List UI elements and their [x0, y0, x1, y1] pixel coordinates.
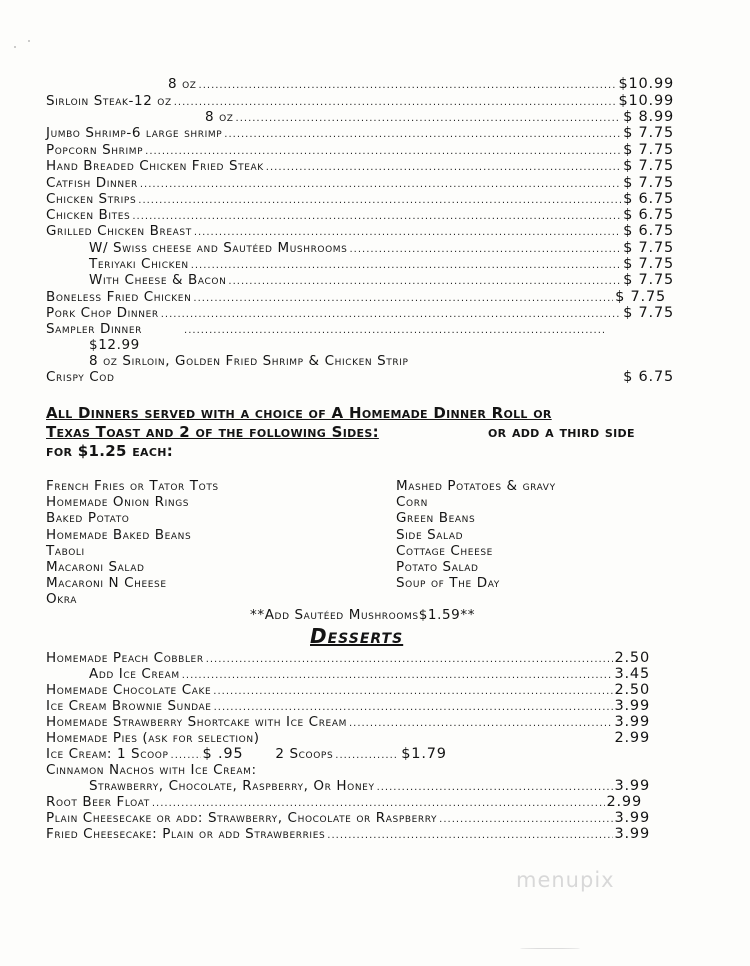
item-price: $ 8.99: [623, 109, 674, 125]
dinner-note-line3: for $1.25 each:: [46, 442, 174, 460]
desserts-heading: Desserts: [310, 624, 404, 648]
item-name-2: 2 Scoops: [275, 746, 334, 762]
leader-dots: [132, 211, 621, 222]
leader-dots: [199, 80, 617, 91]
item-name: 8 oz: [205, 109, 234, 125]
side-item: Okra: [46, 591, 77, 608]
leader-dots: [161, 309, 621, 320]
leader-dots: [193, 293, 613, 304]
sampler-item: [46, 321, 606, 337]
menu-item: [46, 369, 674, 385]
side-item: Macaroni Salad: [46, 559, 145, 576]
item-price: 2.99: [606, 794, 642, 810]
sides-right-column: [396, 478, 556, 591]
menu-item: [205, 109, 674, 125]
dinner-note-line2: Texas Toast and 2 of the following Sides:: [46, 423, 379, 441]
leader-dots: [145, 146, 621, 157]
item-name: Homemade Peach Cobbler: [46, 650, 204, 666]
item-price: 2.99: [614, 730, 650, 746]
dessert-item: [46, 650, 650, 666]
dessert-item: [89, 666, 650, 682]
item-name: Root Beer Float: [46, 794, 150, 810]
item-name: Hand Breaded Chicken Fried Steak: [46, 158, 264, 174]
side-item: Homemade Baked Beans: [46, 526, 192, 543]
item-name: Chicken Strips: [46, 191, 137, 207]
side-item: Potato Salad: [396, 559, 479, 576]
leader-dots: [138, 195, 621, 206]
item-name: Homemade Strawberry Shortcake with Ice Cream: [46, 714, 347, 730]
side-item: Cottage Cheese: [396, 542, 493, 559]
leader-dots: [228, 276, 621, 287]
leader-dots: [377, 782, 613, 793]
item-name: Pork Chop Dinner: [46, 305, 159, 321]
leader-dots: [349, 244, 621, 255]
scan-speck: [28, 40, 30, 42]
dessert-item: [46, 826, 650, 842]
dessert-item: [46, 682, 650, 698]
item-name: Grilled Chicken Breast: [46, 223, 192, 239]
mushroom-addon: **Add Sautéed Mushrooms$1.59**: [250, 607, 476, 623]
item-price: $ 7.75: [615, 289, 666, 305]
menu-item: [46, 158, 674, 174]
item-price: 3.99: [614, 714, 650, 730]
leader-dots: [182, 670, 613, 681]
scan-speck: [520, 948, 580, 949]
leader-dots: [236, 113, 622, 124]
item-price: $ 6.75: [623, 369, 674, 385]
item-name: Ice Cream Brownie Sundae: [46, 698, 212, 714]
item-price: 3.99: [614, 698, 650, 714]
item-price: 3.99: [614, 826, 650, 842]
leader-dots: [206, 654, 613, 665]
menu-item: [46, 305, 674, 321]
menu-item: [89, 272, 674, 288]
item-price-2: $1.79: [401, 746, 447, 762]
leader-dots: [171, 750, 201, 761]
item-name: Teriyaki Chicken: [89, 256, 189, 272]
item-name: Strawberry, Chocolate, Raspberry, Or Honey: [89, 778, 375, 794]
item-price: 2.50: [614, 650, 650, 666]
item-name: Sirloin Steak-12 oz: [46, 93, 172, 109]
item-price: 2.50: [614, 682, 650, 698]
menu-item: [46, 223, 674, 239]
leader-dots: [140, 179, 621, 190]
dessert-item: [46, 730, 650, 746]
item-price: $ 6.75: [623, 191, 674, 207]
menu-item: [46, 175, 674, 191]
watermark-logo: menupix: [516, 868, 615, 892]
leader-dots: [439, 814, 612, 825]
dessert-item: [46, 698, 650, 714]
item-name: Plain Cheesecake or add: Strawberry, Chocolate or Raspberry: [46, 810, 438, 826]
leader-dots: [266, 162, 621, 173]
side-item: Side Salad: [396, 526, 464, 543]
leader-dots: [349, 718, 613, 729]
item-price: $ 7.75: [623, 175, 674, 191]
ice-cream-item: [46, 746, 486, 762]
item-name: 8 oz: [168, 76, 197, 92]
side-item: Mashed Potatoes & gravy: [396, 478, 556, 494]
menu-item: [89, 256, 674, 272]
item-name: Boneless Fried Chicken: [46, 289, 192, 305]
item-price: $ .95: [202, 746, 244, 762]
menu-item: [46, 93, 674, 109]
item-price: 3.99: [614, 778, 650, 794]
menu-item: [89, 240, 674, 256]
item-price: $ 7.75: [623, 125, 674, 141]
item-name: Jumbo Shrimp-6 large shrimp: [46, 125, 223, 141]
menu-item: [46, 142, 674, 158]
item-price: $10.99: [618, 93, 674, 109]
menu-item: [46, 289, 666, 305]
sampler-price: $12.99: [89, 337, 140, 353]
leader-dots: [194, 227, 621, 238]
sides-left-column: [46, 478, 219, 608]
dessert-item: [46, 810, 650, 826]
leader-dots: [213, 686, 612, 697]
item-price: $ 7.75: [623, 256, 674, 272]
item-price: $ 6.75: [623, 223, 674, 239]
menu-item: [46, 191, 674, 207]
menu-item: [46, 125, 674, 141]
leader-dots: [327, 830, 612, 841]
leader-dots: [214, 702, 613, 713]
item-price: $ 6.75: [623, 207, 674, 223]
item-name: Catfish Dinner: [46, 175, 138, 191]
item-price: $ 7.75: [623, 142, 674, 158]
item-name: Ice Cream: 1 Scoop: [46, 746, 169, 762]
side-item: Taboli: [46, 542, 85, 559]
dinner-note-line2-extra: or add a third side: [488, 423, 635, 441]
item-name: Fried Cheesecake: Plain or add Strawberries: [46, 826, 326, 842]
side-item: Macaroni N Cheese: [46, 575, 167, 592]
item-name: Sampler Dinner: [46, 321, 143, 337]
menu-item: [168, 76, 674, 92]
leader-dots: [224, 129, 621, 140]
item-name: Popcorn Shrimp: [46, 142, 144, 158]
side-item: Homemade Onion Rings: [46, 494, 190, 511]
item-name: Add Ice Cream: [89, 666, 180, 682]
item-price: 3.45: [614, 666, 650, 682]
item-name: Homemade Chocolate Cake: [46, 682, 212, 698]
item-name: Crispy Cod: [46, 369, 115, 385]
item-name: Chicken Bites: [46, 207, 131, 223]
side-item: Corn: [396, 494, 428, 511]
item-name: With Cheese & Bacon: [89, 272, 227, 288]
side-item: Baked Potato: [46, 510, 130, 527]
dinner-note-line1: All Dinners served with a choice of A Homemade Dinner Roll or: [46, 404, 552, 422]
side-item: Soup of The Day: [396, 575, 500, 592]
item-name: W/ Swiss cheese and Sautéed Mushrooms: [89, 240, 348, 256]
item-price: $ 7.75: [623, 240, 674, 256]
nachos-name: Cinnamon Nachos with Ice Cream:: [46, 762, 257, 778]
item-price: $10.99: [618, 76, 674, 92]
dessert-item: [89, 778, 650, 794]
leader-dots: [191, 260, 621, 271]
dessert-item: [46, 794, 642, 810]
side-item: French Fries or Tator Tots: [46, 478, 219, 494]
item-price: $ 7.75: [623, 305, 674, 321]
dessert-item: [46, 714, 650, 730]
leader-dots: [184, 325, 604, 336]
item-name: Homemade Pies (ask for selection): [46, 730, 260, 746]
item-price: $ 7.75: [623, 272, 674, 288]
sampler-description: 8 oz Sirloin, Golden Fried Shrimp & Chicken Strip: [89, 353, 409, 369]
leader-dots: [174, 97, 617, 108]
item-price: 3.99: [614, 810, 650, 826]
leader-dots: [335, 750, 399, 761]
item-price: $ 7.75: [623, 158, 674, 174]
scan-speck: [14, 46, 16, 48]
menu-item: [46, 207, 674, 223]
side-item: Green Beans: [396, 510, 476, 527]
leader-dots: [152, 798, 605, 809]
